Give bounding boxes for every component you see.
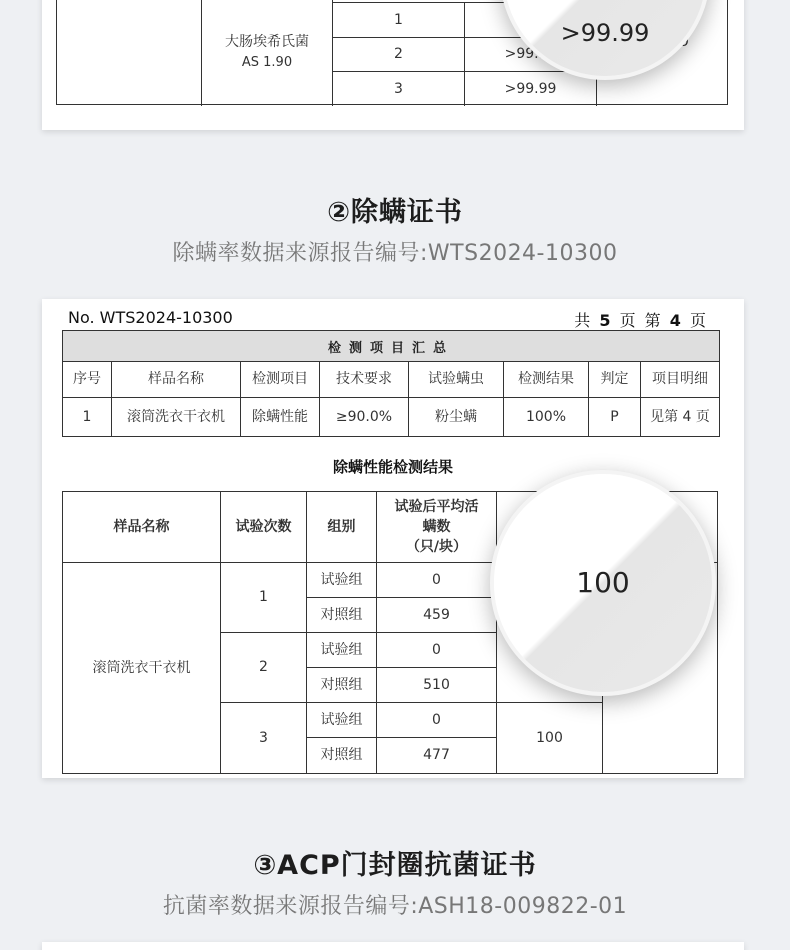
magnifier-lens [500,0,710,80]
bacteria-code: AS 1.90 [241,55,293,71]
report-number: No. WTS2024-10300 [68,308,233,327]
section-title-acp-antibacterial: ③ACP门封圈抗菌证书 [253,850,537,881]
trial-number: 3 [220,702,307,774]
mite-count: 510 [376,667,497,703]
mite-count: 0 [376,702,497,738]
result-table-title: 除螨性能检测结果 [332,458,453,476]
summary-cell: ≥90.0% [319,397,409,437]
summary-header: 项目明细 [640,361,720,398]
mite-count: 477 [376,737,497,774]
section-title-mite-removal: ②除螨证书 [327,197,463,228]
summary-header: 序号 [62,361,112,398]
summary-cell: P [588,397,641,437]
mite-count: 0 [376,562,497,598]
trial-no-cell: 1 [332,2,465,38]
summary-table-title: 检测项目汇总 [62,330,720,362]
mite-count: 459 [376,597,497,633]
group-name: 对照组 [306,667,377,703]
summary-header: 判定 [588,361,641,398]
group-name: 试验组 [306,562,377,598]
rate-value-cell: >99.99 [464,71,597,106]
group-name: 试验组 [306,632,377,668]
mite-removal-certificate-card [42,299,744,778]
section-subtitle-mite-removal: 除螨率数据来源报告编号:WTS2024-10300 [172,241,618,266]
page-indicator: 共 5 页 第 4 页 [574,311,708,330]
group-name: 试验组 [306,702,377,738]
antibacterial-certificate-card [42,0,744,130]
acp-certificate-card [42,942,744,950]
section-subtitle-acp-antibacterial: 抗菌率数据来源报告编号:ASH18-009822-01 [162,894,628,919]
result-header-group: 组别 [306,491,377,563]
group-name: 对照组 [306,737,377,774]
summary-header: 技术要求 [319,361,409,398]
summary-cell: 1 [62,397,112,437]
result-sample-name: 滚筒洗衣干衣机 [62,562,221,774]
mite-count: 0 [376,632,497,668]
summary-cell: 除螨性能 [240,397,320,437]
summary-header: 检测结果 [503,361,589,398]
summary-header: 检测项目 [240,361,320,398]
summary-header: 试验螨虫 [408,361,504,398]
group-name: 对照组 [306,597,377,633]
summary-header: 样品名称 [111,361,241,398]
lens-value: >99.99 [560,19,650,47]
summary-cell: 粉尘螨 [408,397,504,437]
bacteria-name: 大肠埃希氏菌 [225,33,309,50]
summary-cell: 滚筒洗衣干衣机 [111,397,241,437]
sample-name-cell [57,0,202,9]
trial-no-cell: 2 [332,37,465,72]
trial-no-cell: 3 [332,71,465,106]
summary-cell: 见第 4 页 [640,397,720,437]
magnifier-lens [490,470,716,696]
result-header-sample: 样品名称 [62,491,221,563]
bacteria-cell [201,0,333,106]
summary-cell: 100% [503,397,589,437]
result-header-trial: 试验次数 [220,491,307,563]
trial-number: 2 [220,632,307,703]
removal-rate-cell: 100 [496,702,603,774]
trial-number: 1 [220,562,307,633]
result-header-avg: 试验后平均活 螨数 （只/块） [376,491,497,563]
lens-value: 100 [576,566,630,599]
